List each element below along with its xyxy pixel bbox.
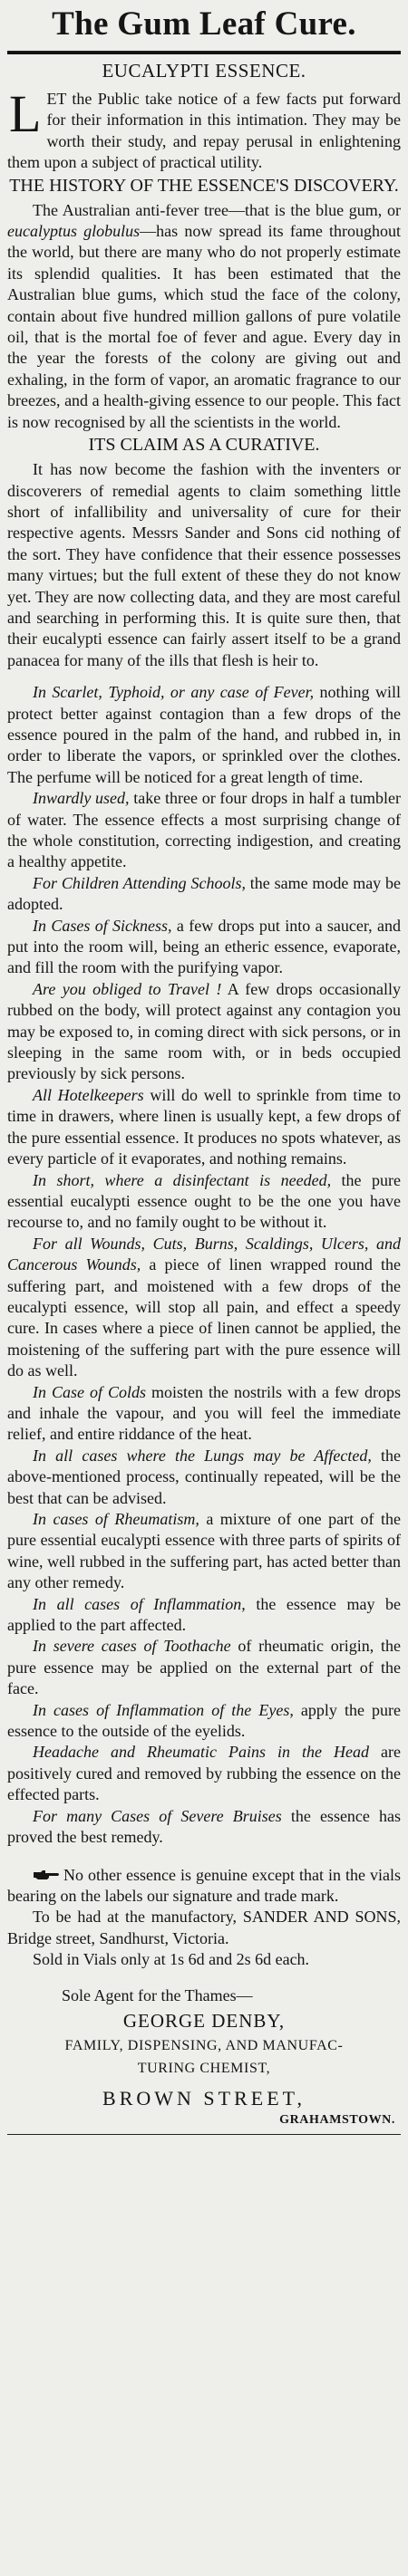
agent-name: GEORGE DENBY, [122, 2009, 286, 2032]
use-paragraph [7, 682, 401, 788]
uses-list [7, 682, 401, 1848]
history-paragraph [7, 200, 401, 433]
intro-text: ET the Public take notice of a few facts put forward for their information in this intimation. They may be worth their study, and repay perusal in enlightening them upon a subject of practical utility. [7, 90, 401, 172]
claim-heading: ITS CLAIM AS A CURATIVE. [88, 435, 320, 456]
use-lead: For Children Attending Schools, [33, 873, 246, 892]
use-text: apply the pure essence to the outside of the eyelids. [7, 1700, 402, 1741]
use-lead: All Hotelkeepers [33, 1085, 144, 1104]
use-text: a mixture of one part of the pure essential eucalypti essence with three parts of spirits of wine, well rubbed in the suffering part, has acted better than any other remedy. [7, 1510, 401, 1592]
use-paragraph [7, 1382, 401, 1446]
title-rule-thick [7, 52, 401, 54]
use-paragraph [7, 1170, 401, 1234]
use-lead: In Cases of Sickness, [33, 916, 172, 935]
use-paragraph [7, 979, 401, 1085]
use-lead: In all cases where the Lungs may be Affected, [33, 1446, 372, 1465]
pointing-hand-icon [33, 1869, 60, 1881]
use-paragraph [7, 1446, 401, 1509]
product-subtitle: EUCALYPTI ESSENCE. [102, 60, 306, 82]
use-text: the same mode may be adopted. [7, 873, 401, 914]
agent-street: BROWN STREET, [102, 2086, 306, 2110]
use-lead: In all cases of Inflammation, [33, 1594, 246, 1613]
genuine-line [7, 1865, 401, 1908]
price-line: Sold in Vials only at 1s 6d and 2s 6d each. [33, 1950, 310, 1969]
use-text: the above-mentioned process, continually repeated, will be the best that can be advised. [7, 1446, 401, 1507]
use-paragraph [7, 916, 401, 979]
history-heading: THE HISTORY OF THE ESSENCE'S DISCOVERY. [9, 175, 399, 196]
use-paragraph [7, 1700, 401, 1743]
intro-paragraph [7, 84, 401, 174]
use-text: the pure essential eucalypti essence ought to be the one you have recourse to, and no family ought to be without it. [7, 1170, 401, 1232]
use-paragraph [7, 1085, 401, 1170]
use-lead: In severe cases of Toothache [33, 1637, 231, 1656]
use-lead: Headache and Rheumatic Pains in the Head [33, 1743, 370, 1762]
agent-title-line1: FAMILY, DISPENSING, AND MANUFAC- [64, 2037, 344, 2053]
use-paragraph [7, 1742, 401, 1805]
use-lead: In Scarlet, Typhoid, or any case of Fever, [33, 683, 315, 702]
use-lead: In cases of Rheumatism, [33, 1510, 199, 1528]
use-paragraph [7, 1594, 401, 1637]
use-lead: For many Cases of Severe Bruises [33, 1806, 282, 1825]
use-text: will do well to sprinkle from time to time in drawers, where linen is usually kept, a few drops of the pure essential essence. It produces no spots whatever, as every particle of it evaporates, and nothing remains. [7, 1085, 401, 1168]
genuine-text: No other essence is genuine except that in the vials bearing on the labels our signature and trade mark. [7, 1865, 401, 1905]
genuine-notice [7, 1865, 401, 1971]
use-text: A few drops occasionally rubbed on the body, will protect against any contagion you may be exposed to, in coming direct with sick persons, or in sleeping in the same room with, or in beds occupied previously by sick persons. [7, 979, 401, 1083]
intro-dropcap: L [9, 84, 42, 143]
use-text: moisten the nostrils with a few drops and inhale the vapour, and you will feel the immediate relief, and entire riddance of the heat. [7, 1382, 401, 1444]
use-paragraph [7, 788, 401, 873]
use-paragraph [7, 1234, 401, 1382]
history-text-b: —has now spread its fame throughout the world, but there are many who do not properly estimate its splendid qualities. It has been estimated that the Australian blue gums, which stud the face of the colony, contain about five hundred million gallons of pure volatile oil, that is the mortal foe of fever and ague. Every day in the year the forests of the colony are giving out and exhaling, in the form of vapor, an aromatic fragrance to our breezes, and a health-giving essence to our people. This fact is now recognised by all the scientists in the world. [7, 222, 402, 431]
use-paragraph [7, 1636, 401, 1699]
use-text: nothing will protect better against contagion than a few drops of the essence poured in the palm of the hand, and rubbed in, in order to liberate the vapors, or sprinkled over the clothes. The perfume will be noticed for a great length of time. [7, 683, 401, 786]
use-lead: In short, where a disinfectant is needed, [33, 1170, 332, 1189]
bottom-rule [7, 2134, 401, 2135]
use-paragraph [7, 873, 401, 916]
history-text-italic: eucalyptus globulus [7, 222, 141, 241]
claim-paragraph: It has now become the fashion with the inventers or discoverers of remedial agents to claim something little short of infallibility and universality of cure for their respective agents. Messrs Sander and Sons cid nothing of the sort. They have confidence that their essence possesses many virtues; but the full extent of these they do not know yet. They are now collecting data, and they are most careful and searching in performing this. It is quite sure then, that their eucalypti essence can fairly assert itself to be a grand panacea for many of the ills that flesh is heir to. [7, 460, 401, 669]
use-text: take three or four drops in half a tumbler of water. The essence effects a most surprising change of the whole constitution, correcting indigestion, and creating a healthy appetite. [7, 789, 401, 871]
use-text: a piece of linen wrapped round the suffering part, and moistened with a few drops of the eucalypti essence, will stop all pain, and effect a speedy cure. In cases where a piece of linen cannot be applied, the moistening of the suffering part with the pure essence will do as well. [7, 1255, 401, 1380]
use-text: the essence may be applied to the part affected. [7, 1594, 402, 1635]
use-lead: In cases of Inflammation of the Eyes, [33, 1700, 294, 1719]
use-text: a few drops put into a saucer, and put into the room will, being an etheric essence, evaporate, and fill the room with the purifying vapor. [7, 916, 402, 977]
manufactory-line: To be had at the manufactory, SANDER AND SONS, Bridge street, Sandhurst, Victoria. [7, 1908, 401, 1947]
use-text: the essence has proved the best remedy. [7, 1806, 401, 1847]
use-lead: Inwardly used, [33, 789, 130, 808]
use-text: are positively cured and removed by rubbing the essence on the effected parts. [7, 1743, 402, 1804]
use-paragraph [7, 1806, 401, 1849]
agent-town: GRAHAMSTOWN. [279, 2112, 395, 2127]
use-text: of rheumatic origin, the pure essence may be applied on the external part of the face. [7, 1637, 401, 1698]
agent-title-line2: TURING CHEMIST, [137, 2060, 271, 2076]
use-paragraph [7, 1509, 401, 1594]
use-lead: In Case of Colds [33, 1382, 147, 1401]
history-text-a: The Australian anti-fever tree—that is the blue gum, or [33, 200, 401, 219]
ad-title: The Gum Leaf Cure. [52, 5, 356, 43]
use-lead: Are you obliged to Travel ! [33, 979, 222, 998]
use-lead: For all Wounds, Cuts, Burns, Scaldings, Ulcers, and Cancerous Wounds, [7, 1234, 401, 1274]
sole-agent-line: Sole Agent for the Thames— [62, 1985, 253, 2004]
